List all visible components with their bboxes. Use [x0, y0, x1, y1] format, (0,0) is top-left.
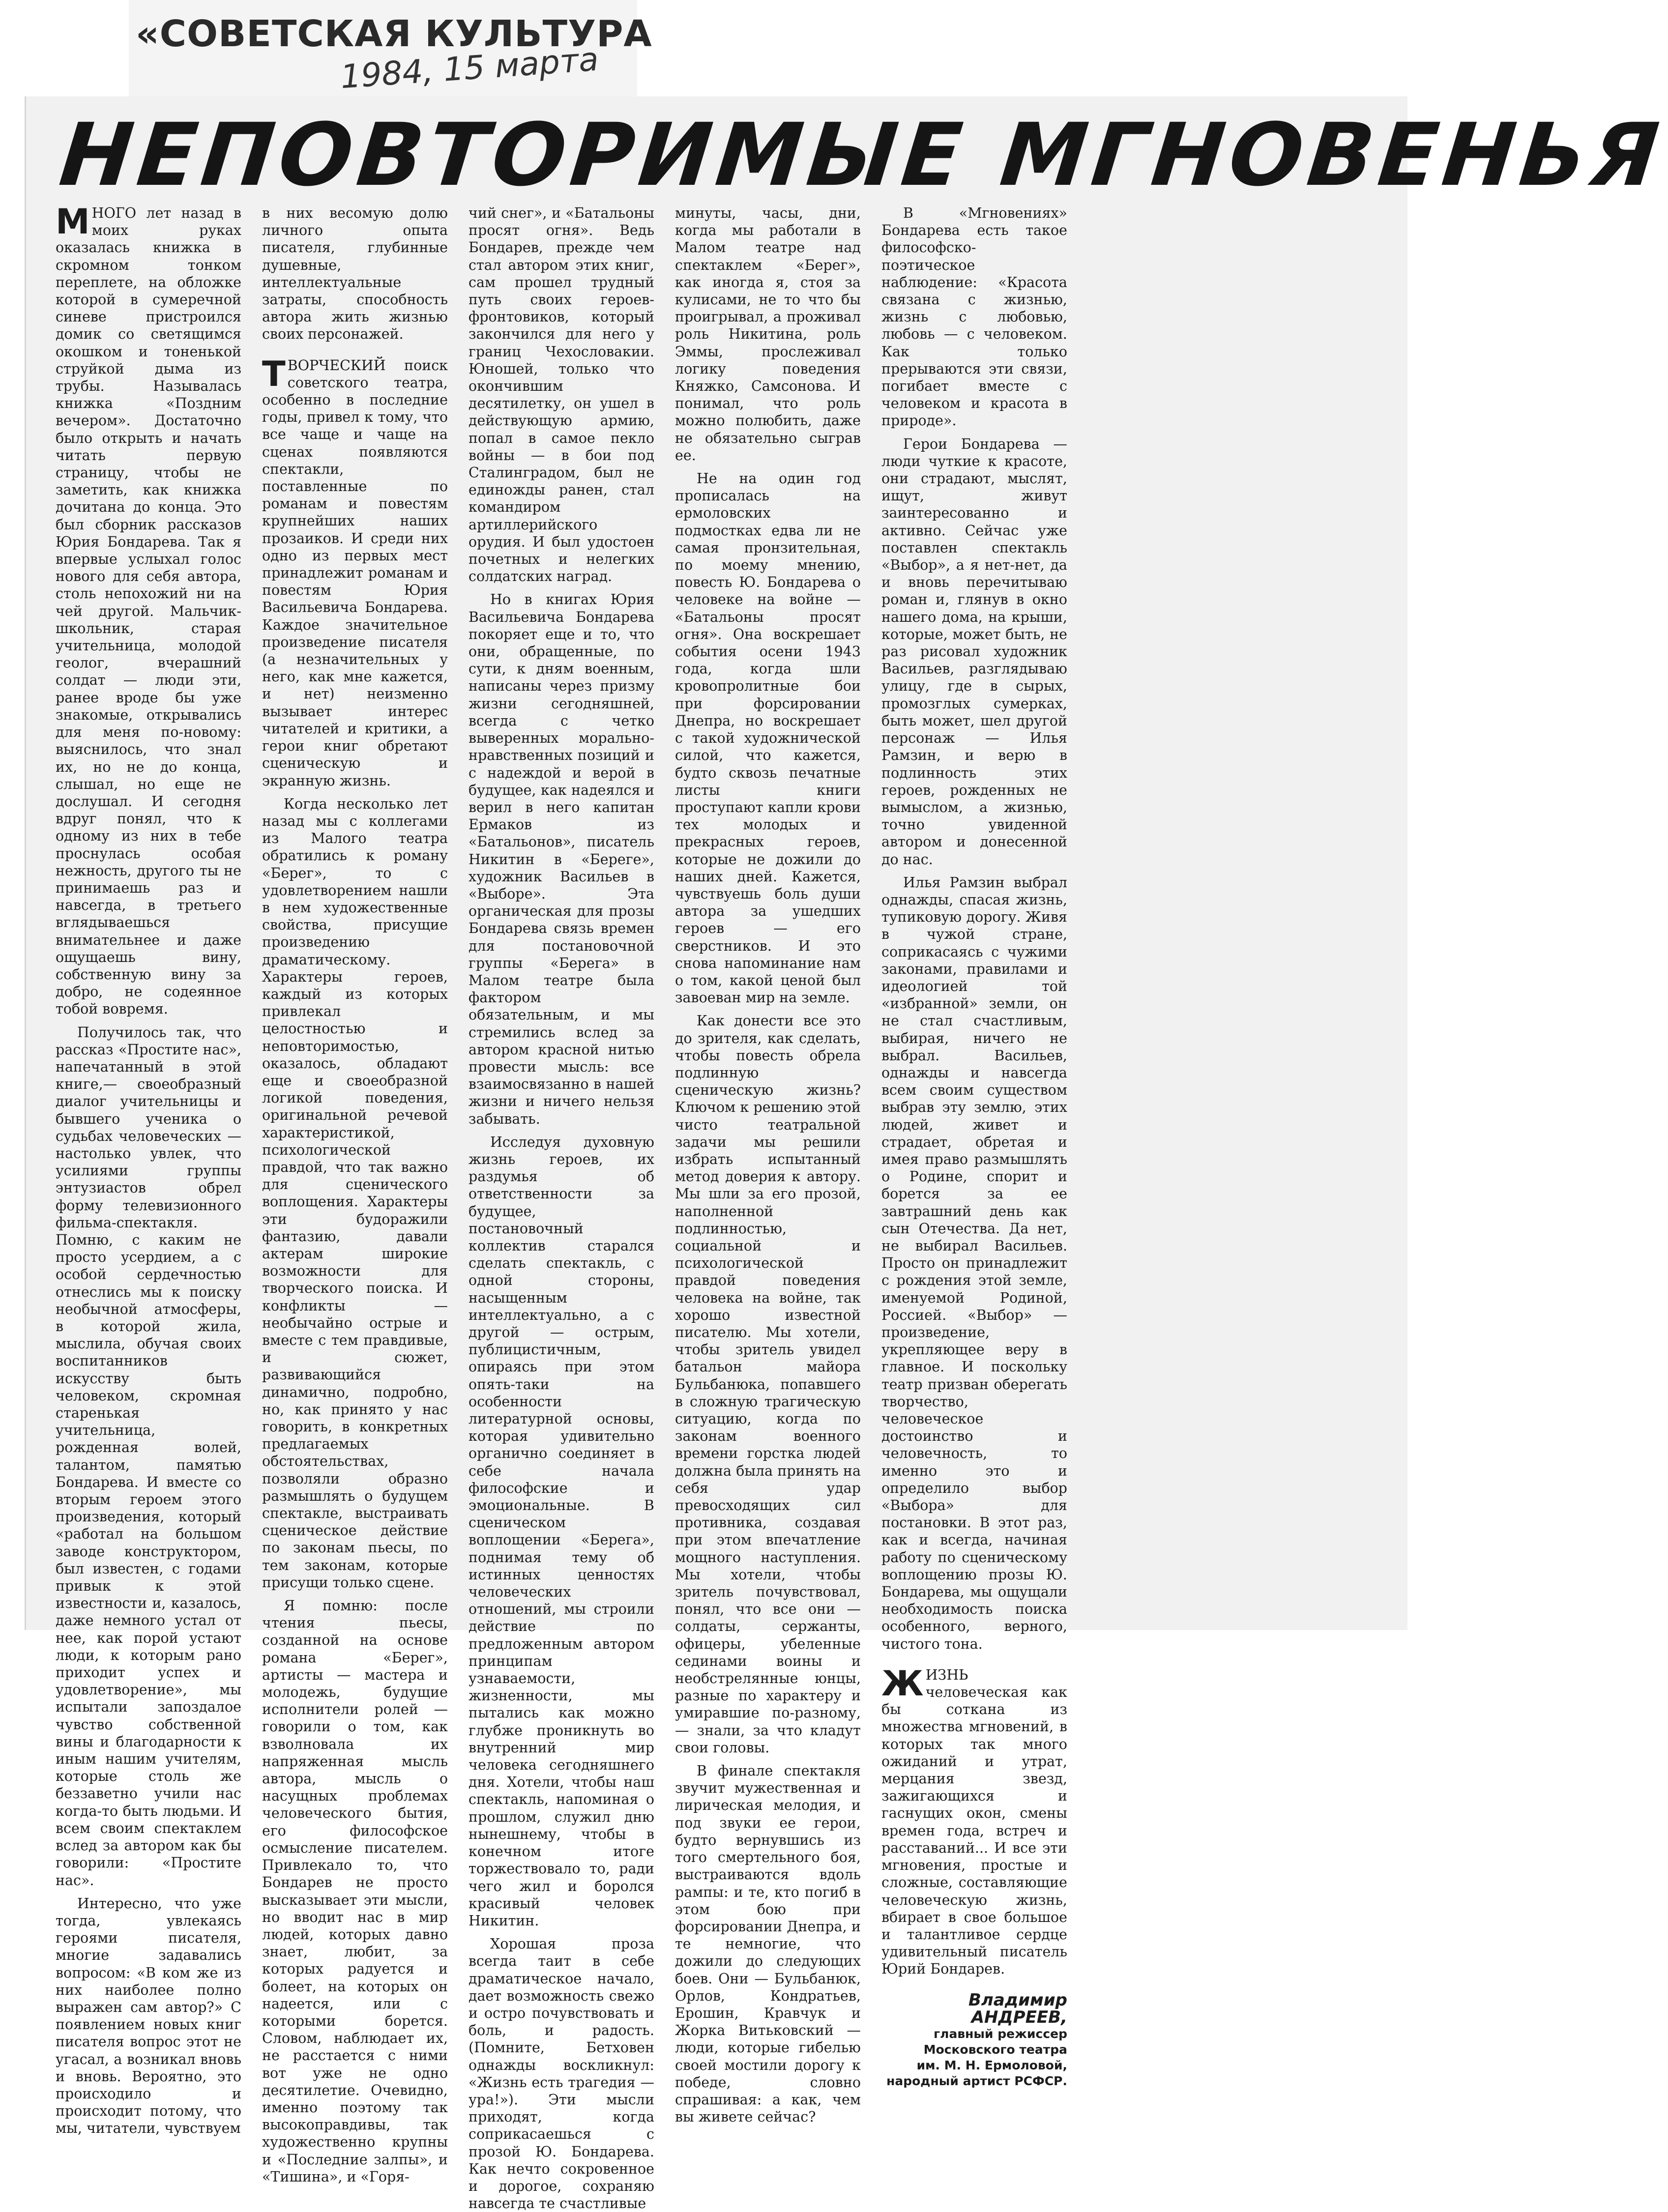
paragraph: Не на один год прописалась на ермоловских подмостках едва ли не самая пронзительная, по моему мнению, повесть Ю. Бондарева о человеке на войне — «Батальоны просят огня». Она воскрешает события осени 1943 года, когда шли кровопролитные бои при форсировании Днепра, но воскрешает с такой художнической силой, что кажется, будто сквозь печатные листы книги проступают капли крови тех молодых и прекрасных героев, которые не дожили до наших дней. Кажется, чувствуешь боль души автора за ушедших героев — его сверстников. И это снова напоминание нам о том, какой ценой был завоеван мир на земле.: [675, 470, 861, 1006]
article-columns: [56, 202, 1067, 2212]
article-column-1: [56, 202, 241, 2137]
paragraph: Илья Рамзин выбрал однажды, спасая жизнь, тупиковую дорогу. Живя в чужой стране, соприкасаясь с чужими законами, правилами и идеологией той «избранной» земли, он не стал счастливым, выбирая, ничего не выбрал. Васильев, однажды и навсегда всем своим существом выбрав эту землю, этих людей, живет и страдает, обретая и имея право размышлять о Родине, спорит и борется за ее завтрашний день как сын Отечества. Да нет, не выбирал Васильев. Просто он принадлежит с рождения этой земле, именуемой Родиной, Россией. «Выбор» — произведение, укрепляющее веру в главное. И поскольку театр призван оберегать творчество, человеческое достоинство и человечность, то именно это и определило выбор «Выбора» для постановки. В этот раз, как и всегда, начиная работу по сценическому воплощению прозы Ю. Бондарева, мы ощущали необходимость поиска особенного, верного, чистого тона.: [881, 874, 1067, 1652]
newspaper-name: «СОВЕТСКАЯ КУЛЬТУРА: [136, 13, 652, 55]
paragraph-text: ИЗНЬ человеческая как бы соткана из множества мгновений, в которых так много ожиданий и утрат, мерцания звезд, зажигающихся и гаснущих окон, смены времен года, встреч и расставаний... И все эти мгновения, простые и сложные, составляющие человеческую жизнь, вбирает в свое большое и талантливое сердце удивительный писатель Юрий Бондарев.: [881, 1666, 1067, 1978]
author-title-line: народный артист РСФСР.: [886, 2073, 1067, 2088]
paragraph: Но в книгах Юрия Васильевича Бондарева покоряет еще и то, что они, обращенные, по сути, к дням военным, написаны через призму жизни сегодняшней, всегда с четко выверенных морально-нравственных позиций и с надеждой и верой в будущее, как надеялся и верил в него капитан Ермаков из «Батальонов», писатель Никитин в «Береге», художник Васильев в «Выборе». Эта органическая для прозы Бондарева связь времен для постановочной группы «Берега» в Малом театре была фактором обязательным, и мы стремились вслед за автором красной нитью провести мысль: все взаимосвязанно в нашей жизни и ничего нельзя забывать.: [468, 591, 654, 1127]
paragraph: В финале спектакля звучит мужественная и лирическая мелодия, и под звуки ее герои, будто вернувшись из того смертельного боя, выстраиваются вдоль рампы: и те, кто погиб в этом бою при форсировании Днепра, и те немногие, что дожили до следующих боев. Они — Бульбанюк, Орлов, Кондратьев, Ерошин, Кравчук и Жорка Витьковский — люди, которые гибелью своей мостили дорогу к победе, словно спрашивая: а как, чем вы живете сейчас?: [675, 1763, 861, 2125]
paragraph: Герои Бондарева — люди чуткие к красоте, они страдают, мыслят, ищут, живут заинтересованно и активно. Сейчас уже поставлен спектакль «Выбор», а я нет-нет, да и вновь перечитываю роман и, глянув в окно нашего дома, на крыши, которые, может быть, не раз рисовал художник Васильев, разглядываю улицу, где в сырых, промозглых сумерках, быть может, шел другой персонаж — Илья Рамзин, и верю в подлинность этих героев, рожденных не вымыслом, а жизнью, точно увиденной автором и донесенной до нас.: [881, 436, 1067, 868]
article-headline: НЕПОВТОРИМЫЕ МГНОВЕНЬЯ: [55, 105, 1668, 205]
article-clipping: [25, 96, 1668, 2212]
paragraph: Интересно, что уже тогда, увлекаясь героями писателя, многие задавались вопросом: «В ком же из них наиболее полно выражен сам автор?» С появлением новых книг писателя вопрос этот не угасал, а возникал вновь и вновь. Вероятно, это происходило и происходит потому, что мы, читатели, чувствуем: [56, 1895, 241, 2137]
paragraph: В «Мгновениях» Бондарева есть такое философско-поэтическое наблюдение: «Красота связана с жизнью, жизнь с любовью, любовь — с человеком. Как только прерываются эти связи, погибает вместе с человеком и красота в природе».: [881, 205, 1067, 429]
paragraph: Я помню: после чтения пьесы, созданной на основе романа «Берег», артисты — мастера и молодежь, будущие исполнители ролей — говорили о том, как взволновала их напряженная мысль автора, мысль о насущных проблемах человеческого бытия, его философское осмысление писателем. Привлекало то, что Бондарев не просто высказывает эти мысли, но вводит нас в мир людей, которых давно знает, любит, за которых радуется и болеет, на которых он надеется, или с которыми борется. Словом, наблюдает их, не расстается с ними вот уже не одно десятилетие. Очевидно, именно поэтому так высокоправдивы, так художественно крупны и «Последние залпы», и «Тишина», и «Горя-: [262, 1598, 448, 2185]
author-name: Владимир АНДРЕЕВ,: [968, 1990, 1067, 2027]
paragraph: Хорошая проза всегда таит в себе драматическое начало, дает возможность свежо и остро почувствовать и боль, и радость. (Помните, Бетховен однажды воскликнул: «Жизнь есть трагедия — ура!»). Эти мысли приходят, когда соприкасаешься с прозой Ю. Бондарева. Как нечто сокровенное и дорогое, сохраняю навсегда те счастливые: [468, 1936, 654, 2212]
paragraph: Исследуя духовную жизнь героев, их раздумья об ответственности за будущее, постановочный коллектив старался сделать спектакль, с одной стороны, насыщенным интеллектуально, а с другой — острым, публицистичным, опираясь при этом опять-таки на особенности литературной основы, которая удивительно органично соединяет в себе начала философские и эмоциональные. В сценическом воплощении «Берега», поднимая тему об истинных ценностях человеческих отношений, мы строили действие по предложенным автором принципам узнаваемости, жизненности, мы пытались как можно глубже проникнуть во внутренний мир человека сегодняшнего дня. Хотели, чтобы наш спектакль, напоминая о прошлом, служил дню нынешнему, чтобы в конечном итоге торжествовало то, ради чего жил и боролся красивый человек Никитин.: [468, 1134, 654, 1929]
author-title-line: им. М. Н. Ермоловой,: [916, 2058, 1067, 2072]
paragraph-text: ВОРЧЕСКИЙ поиск советского театра, особенно в последние годы, привел к тому, что все чаще и чаще на сценах появляются спектакли, поставленные по романам и повестям крупнейших наших прозаиков. И среди них одно из первых мест принадлежит романам и повестям Юрия Васильевича Бондарева. Каждое значительное произведение писателя (а незначительных у него, как мне кажется, и нет) неизменно вызывает интерес читателей и критики, а герои книг обретают сценическую и экранную жизнь.: [262, 357, 448, 789]
drop-cap: М: [56, 202, 90, 242]
article-column-3: [468, 204, 654, 2212]
drop-cap: Т: [262, 353, 286, 394]
author-title-line: главный режиссер: [934, 2026, 1067, 2041]
handwritten-date: 1984, 15 марта: [339, 40, 600, 96]
paragraph: Когда несколько лет назад мы с коллегами из Малого театра обратились к роману «Берег», то с удовлетворением нашли в нем художественные свойства, присущие произведению драматическому. Характеры героев, каждый из которых привлекал целостностью и неповторимостью, оказалось, обладают еще и своеобразной логикой поведения, оригинальной речевой характеристикой, психологической правдой, что так важно для сценического воплощения. Характеры эти будоражили фантазию, давали актерам широкие возможности для творческого поиска. И конфликты — необычайно острые и вместе с тем правдивые, и сюжет, развивающийся динамично, подробно, но, как принято у нас говорить, в конкретных предлагаемых обстоятельствах, позволяли образно размышлять о будущем спектакле, выстраивать сценическое действие по законам пьесы, по тем законам, которые присущи только сцене.: [262, 795, 448, 1591]
paragraph: [262, 353, 448, 789]
paragraph: Как донести все это до зрителя, как сделать, чтобы повесть обрела подлинную сценическую жизнь? Ключом к решению этой чисто театральной задачи мы решили избрать испытанный метод доверия к автору. Мы шли за его прозой, наполненной подлинностью, социальной и психологической правдой поведения человека на войне, так хорошо известной писателю. Мы хотели, чтобы зритель увидел батальон майора Бульбанюка, попавшего в сложную трагическую ситуацию, когда по законам военного времени горстка людей должна была принять на себя удар превосходящих сил противника, создавая при этом впечатление мощного наступления. Мы хотели, чтобы зритель почувствовал, понял, что все они — солдаты, сержанты, офицеры, убеленные сединами воины и необстрелянные юнцы, разные по характеру и умиравшие по-разному,— знали, за что кладут свои головы.: [675, 1013, 861, 1756]
article-column-5: [881, 204, 1067, 2088]
article-column-4: [675, 204, 861, 2125]
paragraph: минуты, часы, дни, когда мы работали в Малом театре над спектаклем «Берег», как иногда я, стоя за кулисами, не то что бы проигрывал, а проживал роль Никитина, роль Эммы, прослеживал логику поведения Княжко, Самсонова. И понимал, что роль можно полюбить, даже не обязательно сыграв ее.: [675, 205, 861, 464]
author-title-line: Московского театра: [923, 2042, 1067, 2057]
paragraph: в них весомую долю личного опыта писателя, глубинные душевные, интеллектуальные затраты, способность автора жить жизнью своих персонажей.: [262, 205, 448, 343]
paragraph: чий снег», и «Батальоны просят огня». Ведь Бондарев, прежде чем стал автором этих книг, сам прошел трудный путь своих героев-фронтовиков, который закончился для него у границ Чехословакии. Юношей, только что окончившим десятилетку, он ушел в действующую армию, попал в самое пекло войны — в бои под Сталинградом, был не единожды ранен, стал командиром артиллерийского орудия. И был удостоен почетных и нелегких солдатских наград.: [468, 205, 654, 585]
drop-cap: Ж: [881, 1663, 924, 1704]
paragraph: [56, 204, 241, 1018]
paragraph: [881, 1663, 1067, 1978]
paragraph-text: НОГО лет назад в моих руках оказалась книжка в скромном тонком переплете, на обложке которой в сумеречной синеве пристроился домик со светящимся окошком и тоненькой струйкой дыма из трубы. Называлась книжка «Поздним вечером». Достаточно было открыть и начать читать первую страницу, чтобы не заметить, как книжка дочитана до конца. Это был сборник рассказов Юрия Бондарева. Так я впервые услыхал голос нового для себя автора, столь непохожий ни на чей другой. Мальчик-школьник, старая учительница, молодой геолог, вчерашний солдат — люди эти, ранее вроде бы уже знакомые, открывались для меня по-новому: выяснилось, что знал их, но не до конца, слышал, но еще не дослушал. И сегодня вдруг понял, что к одному из них в тебе проснулась особая нежность, другого ты не принимаешь раз и навсегда, в третьего вглядываешься внимательнее и даже ощущаешь вину, собственную вину за добро, не содеянное тобой вовремя.: [56, 205, 241, 1018]
paragraph: Получилось так, что рассказ «Простите нас», напечатанный в этой книге,— своеобразный диалог учительницы и бывшего ученика о судьбах человеческих — настолько увлек, что усилиями группы энтузиастов обрел форму телевизионного фильма-спектакля. Помню, с каким не просто усердием, а с особой сердечностью отнеслись мы к поиску необычной атмосферы, в которой жила, мыслила, обучая своих воспитанников искусству быть человеком, скромная старенькая учительница, рожденная волей, талантом, памятью Бондарева. И вместе со вторым героем этого произведения, который «работал на большом заводе конструктором, был известен, с годами привык к этой известности и, казалось, даже немного устал от нее, как порой устают люди, к которым рано приходит успех и удовлетворение», мы испытали запоздалое чувство собственной вины и благодарности к иным нашим учителям, которые столь же беззаветно учили нас когда-то быть людьми. И всем своим спектаклем вслед за автором как бы говорили: «Простите нас».: [56, 1024, 241, 1889]
article-column-2: [262, 204, 448, 2185]
newspaper-masthead: [129, 0, 652, 97]
author-signature: [881, 1992, 1067, 2089]
